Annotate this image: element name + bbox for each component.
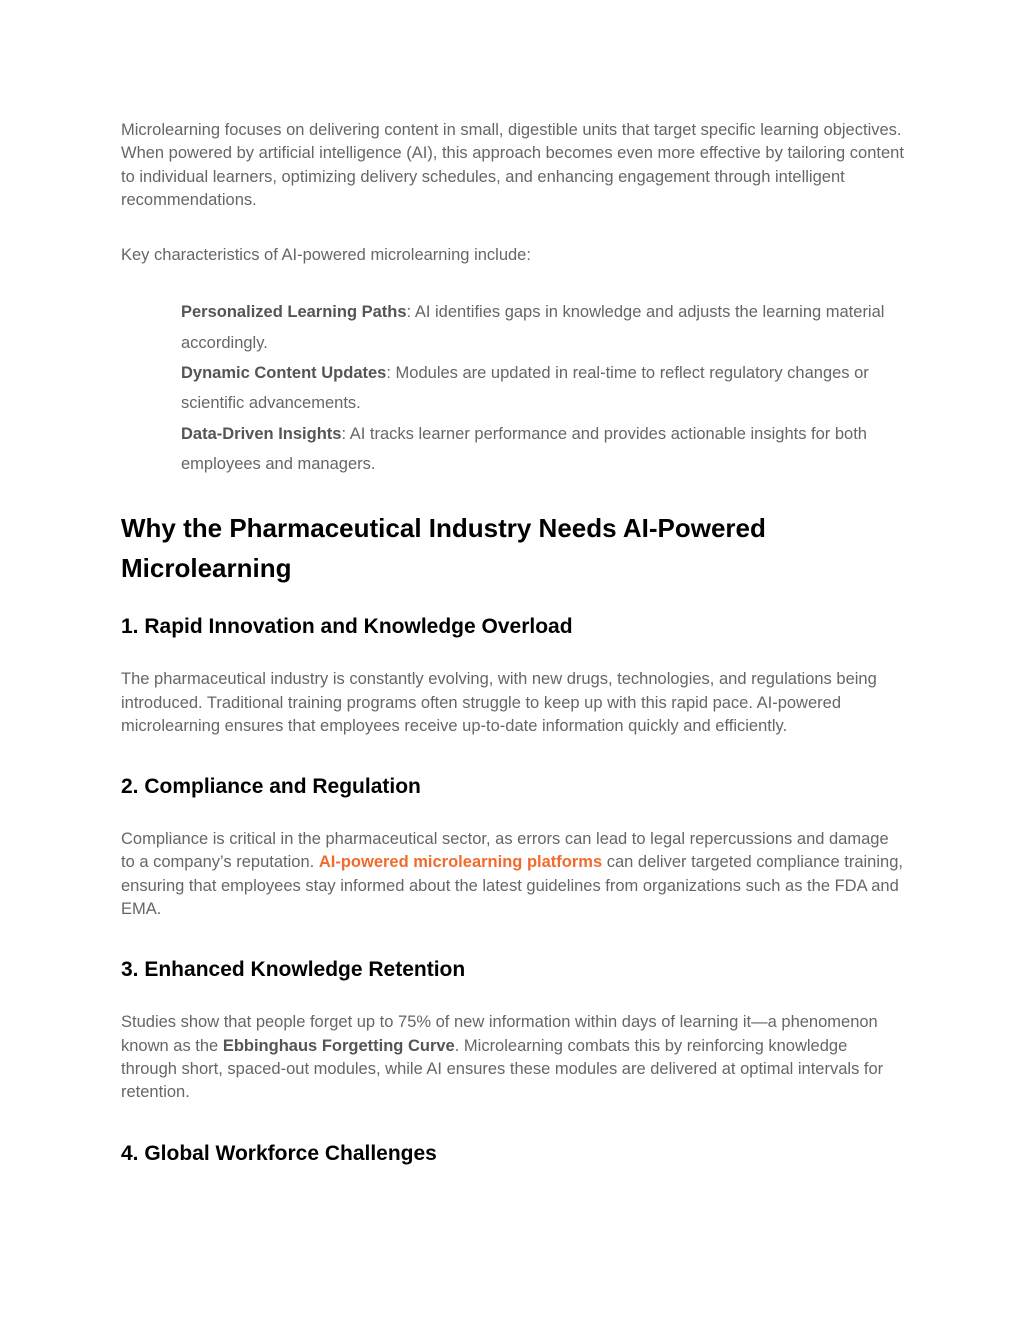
characteristic-desc: : Modules are updated in real-time to reflect regulatory changes or scientific advancements.	[181, 364, 869, 413]
characteristics-list	[121, 297, 906, 479]
body-text: Studies show that people forget up to 75% of new information within days of learning it—a phenomenon known as the	[121, 1013, 878, 1055]
section-heading-knowledge-retention: 3. Enhanced Knowledge Retention	[121, 958, 466, 982]
characteristic-desc: : AI identifies gaps in knowledge and adjusts the learning material accordingly.	[181, 303, 885, 352]
section-heading-compliance: 2. Compliance and Regulation	[121, 775, 421, 799]
key-characteristics-intro: Key characteristics of AI-powered microlearning include:	[121, 246, 531, 265]
list-item	[181, 358, 906, 419]
list-item	[181, 419, 906, 480]
list-item	[181, 297, 906, 358]
characteristic-term: Data-Driven Insights	[181, 424, 342, 443]
characteristic-term: Dynamic Content Updates	[181, 364, 387, 383]
section-body-rapid-innovation: The pharmaceutical industry is constantly evolving, with new drugs, technologies, and regulations being introduced. Traditional training programs often struggle to keep up with this rapid pace. AI-powered microlearning ensures that employees receive up-to-date information quickly and efficiently.	[121, 670, 877, 735]
body-text: can deliver targeted compliance training, ensuring that employees stay informed about the latest guidelines from organizations such as the FDA and EMA.	[121, 853, 903, 919]
body-text: . Microlearning combats this by reinforcing knowledge through short, spaced-out modules, while AI ensures these modules are delivered at optimal intervals for retention.	[121, 1036, 884, 1102]
document-page	[121, 119, 906, 1195]
section-heading-global-workforce: 4. Global Workforce Challenges	[121, 1141, 437, 1165]
section-body-knowledge-retention	[121, 1011, 906, 1104]
body-text: Compliance is critical in the pharmaceutical sector, as errors can lead to legal repercussions and damage to a company’s reputation.	[121, 830, 889, 872]
section-heading-rapid-innovation: 1. Rapid Innovation and Knowledge Overload	[121, 615, 573, 639]
characteristic-desc: : AI tracks learner performance and provides actionable insights for both employees and managers.	[181, 424, 867, 473]
forgetting-curve-term: Ebbinghaus Forgetting Curve	[222, 1036, 455, 1055]
characteristic-term: Personalized Learning Paths	[181, 303, 407, 322]
intro-paragraph: Microlearning focuses on delivering content in small, digestible units that target specific learning objectives. When powered by artificial intelligence (AI), this approach becomes even more effective by tailoring content to individual learners, optimizing delivery schedules, and enhancing engagement through intelligent recommendations.	[121, 121, 904, 209]
section-body-compliance	[121, 828, 906, 921]
main-heading: Why the Pharmaceutical Industry Needs AI-Powered Microlearning	[121, 513, 766, 583]
microlearning-platforms-link[interactable]: AI-powered microlearning platforms	[318, 853, 603, 872]
